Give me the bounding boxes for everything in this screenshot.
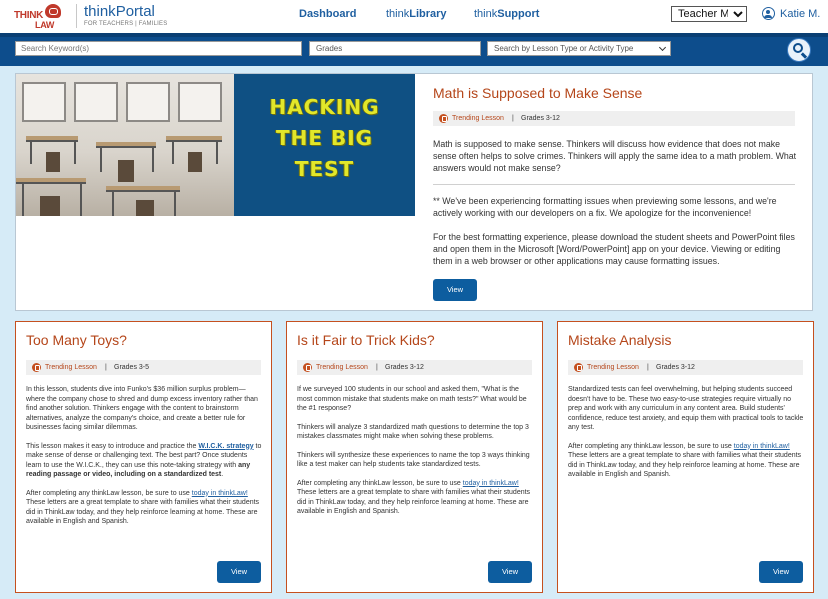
- grades-label: Grades 3-5: [114, 364, 150, 371]
- search-bar: [0, 33, 828, 66]
- brain-head-icon: [45, 4, 61, 18]
- today-in-thinklaw-link[interactable]: today in thinkLaw!: [733, 442, 790, 450]
- lesson-type-label: Trending Lesson: [452, 115, 504, 122]
- featured-description: Math is supposed to make sense. Thinkers will discuss how evidence that does not make sense often helps to solve crimes. Thinkers will apply the same idea to a math problem. What answers would not make sense?: [433, 139, 797, 173]
- banner-title: HACKING THE BIG TEST: [269, 95, 380, 181]
- logo-text-law: LAW: [35, 20, 55, 30]
- card-description: In this lesson, students dive into Funko's $36 million surplus problem—where the company chose to shred and dump excess inventory rather than find another solution. Thinkers engage with the content to brainstorm alternatives, analyze the company's choice, and create a better rule for businesses facing similar dilemmas. This lesson makes it easy to introduce and practice the W.I.C.K. strategy to make sense of dense or challenging text. The best part? Once students learn to use the W.I.C.K., they can use this note-taking strategy with any reading passage or video, including on a standardized test. After completing any thinkLaw lesson, be sure to use today in thinkLaw! These letters are a great template to share with families what their students did in ThinkLaw today, and they help reinforce learning at home. These are available in English and Spanish.: [26, 386, 262, 525]
- grades-select-label: Grades: [316, 44, 343, 53]
- grades-label: Grades 3-12: [656, 364, 695, 371]
- chevron-down-icon: [659, 44, 666, 51]
- card-view-button[interactable]: View: [759, 561, 803, 583]
- search-icon: [793, 43, 803, 53]
- trending-icon: [32, 363, 41, 372]
- card-view-button[interactable]: View: [488, 561, 532, 583]
- card-tag-bar: [568, 360, 803, 375]
- card-view-button[interactable]: View: [217, 561, 261, 583]
- user-circle-icon[interactable]: [762, 7, 775, 20]
- lesson-type-label: Trending Lesson: [45, 364, 97, 371]
- grades-select[interactable]: [309, 41, 481, 56]
- wick-strategy-link[interactable]: W.I.C.K. strategy: [198, 442, 254, 450]
- trending-icon: [439, 114, 448, 123]
- trending-icon: [303, 363, 312, 372]
- mode-select[interactable]: [671, 6, 747, 22]
- featured-tag-bar: [433, 111, 795, 126]
- user-name[interactable]: Katie M.: [780, 8, 821, 20]
- divider: [433, 184, 795, 185]
- classroom-photo: [16, 74, 234, 216]
- featured-view-button[interactable]: View: [433, 279, 477, 301]
- grades-label: Grades 3-12: [521, 115, 560, 122]
- card-description: Standardized tests can feel overwhelming, but helping students succeed doesn't have to be. These two easy-to-use strategies require virtually no prep and work with any curriculum in any content area. Build students' confidence, reduce test anxiety, and equip them with practical tools to tackle any test. After completing any thinkLaw lesson, be sure to use today in thinkLaw! These letters are a great template to share with families what their students did in ThinkLaw today, and they help reinforce learning at home. These are available in English and Spanish.: [568, 386, 804, 478]
- lesson-type-label: Trending Lesson: [316, 364, 368, 371]
- card-tag-bar: [26, 360, 261, 375]
- featured-lesson-card: [15, 73, 813, 311]
- today-in-thinklaw-link[interactable]: today in thinkLaw!: [462, 479, 519, 487]
- top-header: [0, 0, 828, 33]
- card-title[interactable]: Mistake Analysis: [568, 332, 672, 348]
- featured-title[interactable]: Math is Supposed to Make Sense: [433, 85, 643, 101]
- portal-subtitle: FOR TEACHERS | FAMILIES: [84, 21, 168, 27]
- logo-divider: [76, 4, 77, 28]
- lesson-card-too-many-toys: [15, 321, 272, 593]
- card-tag-bar: [297, 360, 532, 375]
- nav-thinklibrary[interactable]: thinkLibrary: [386, 8, 447, 20]
- tag-separator: |: [512, 115, 514, 122]
- tag-separator: |: [376, 364, 378, 371]
- formatting-advice: For the best formatting experience, please download the student sheets and PowerPoint files and open them in the Microsoft [Word/PowerPoint] app on your device. Viewing or editing them in a web browser or other applications may cause formatting issues.: [433, 232, 795, 266]
- nav-dashboard[interactable]: Dashboard: [299, 8, 357, 20]
- tag-separator: |: [647, 364, 649, 371]
- featured-lesson-image[interactable]: [16, 74, 415, 216]
- grades-label: Grades 3-12: [385, 364, 424, 371]
- nav-thinksupport[interactable]: thinkSupport: [474, 8, 540, 20]
- lesson-type-select[interactable]: [487, 41, 671, 56]
- trending-icon: [574, 363, 583, 372]
- featured-banner: [234, 74, 415, 216]
- today-in-thinklaw-link[interactable]: today in thinkLaw!: [191, 489, 248, 497]
- lesson-type-label: Trending Lesson: [587, 364, 639, 371]
- search-button[interactable]: [787, 38, 811, 62]
- lesson-card-mistake-analysis: [557, 321, 814, 593]
- keyword-search-input[interactable]: [15, 41, 302, 56]
- lesson-card-is-it-fair: [286, 321, 543, 593]
- thinklaw-logo[interactable]: [14, 4, 60, 30]
- search-icon-handle: [801, 52, 807, 58]
- card-description: If we surveyed 100 students in our school and asked them, "What is the most common mistake that students make on math tests?" What would be the #1 response? Thinkers will analyze 3 standardized math questions to determine the top 3 mistakes classmates might make when solving these problems. Thinkers will synthesize these experiences to name the top 3 ways thinking like a test maker can help students take standardized tests. After completing any thinkLaw lesson, be sure to use today in thinkLaw! These letters are a great template to share with families what their students did in ThinkLaw today, and they help reinforce learning at home. These are available in English and Spanish.: [297, 386, 531, 515]
- portal-name: thinkPortal: [84, 3, 155, 20]
- tag-separator: |: [105, 364, 107, 371]
- card-title[interactable]: Is it Fair to Trick Kids?: [297, 332, 435, 348]
- lesson-type-select-label: Search by Lesson Type or Activity Type: [494, 44, 634, 53]
- logo-text-think: THINK: [14, 10, 44, 21]
- formatting-notice: ** We've been experiencing formatting issues when previewing some lessons, and we're actively working with our developers on a fix. We apologize for the inconvenience!: [433, 196, 777, 218]
- card-title[interactable]: Too Many Toys?: [26, 332, 127, 348]
